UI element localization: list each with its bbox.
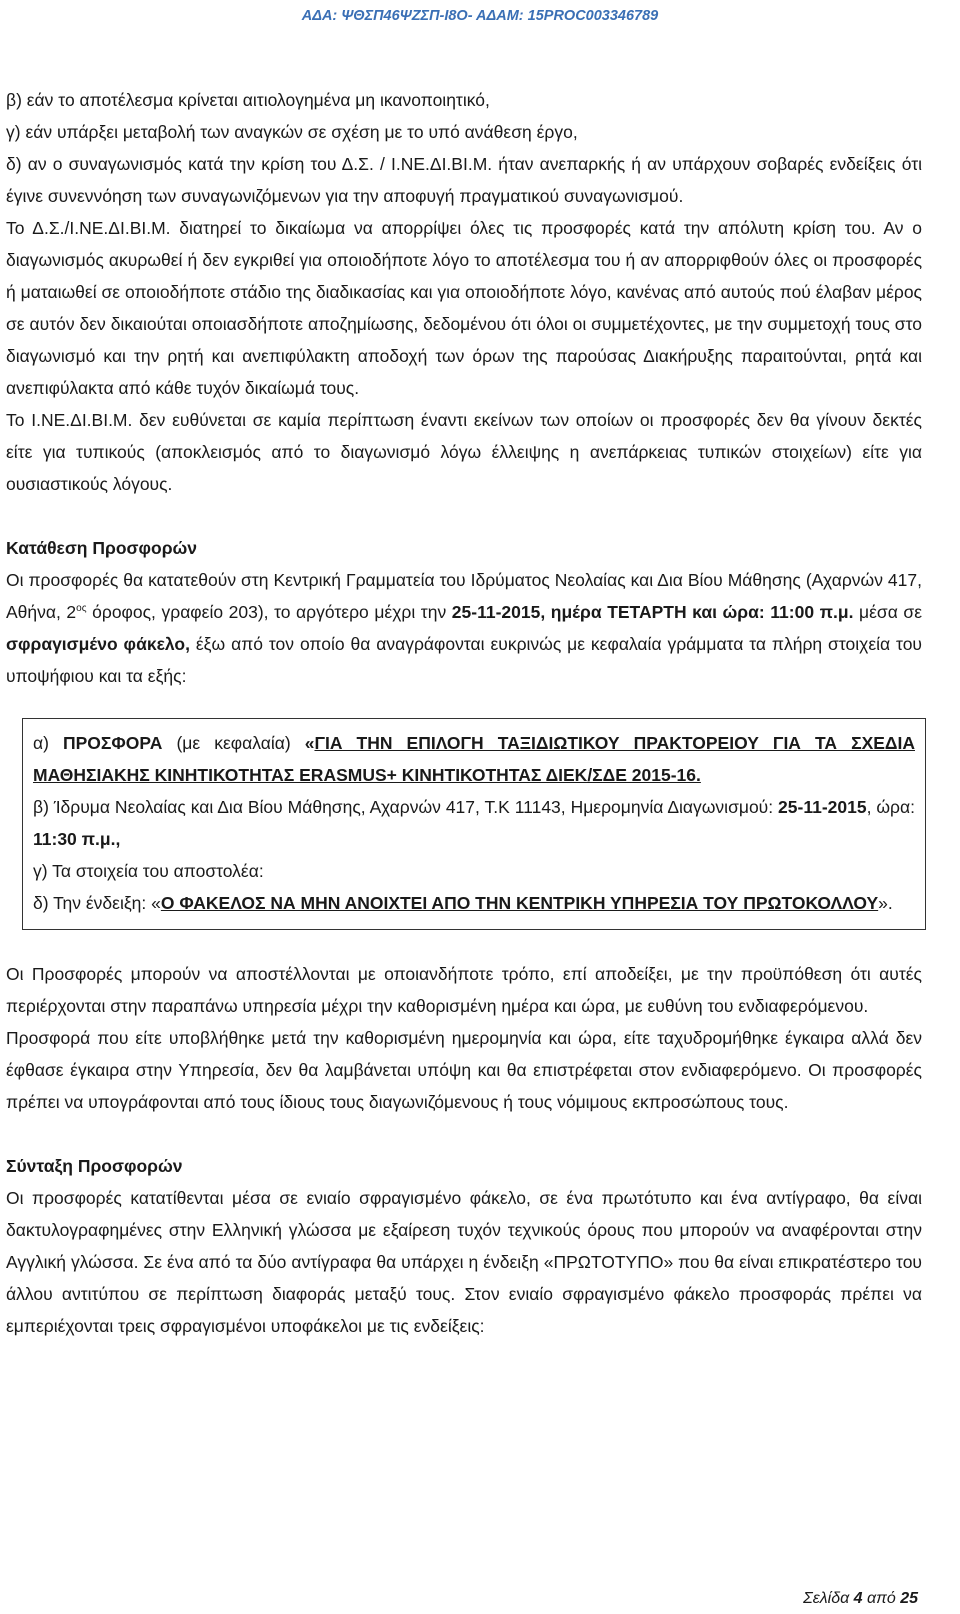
sealed-envelope-text: σφραγισμένο φάκελο,: [6, 634, 190, 654]
submission-text: μέσα σε: [853, 602, 923, 622]
caps-note: (με κεφαλαία): [162, 733, 305, 753]
box-item-d-suffix: ».: [878, 893, 893, 913]
liability-paragraph: Το Ι.ΝΕ.ΔΙ.ΒΙ.Μ. δεν ευθύνεται σε καμία περίπτωση έναντι εκείνων των οποίων οι προσφορές δεν θα γίνουν δεκτές είτε για τυπικούς (αποκλεισμός από το διαγωνισμό λόγω έλλειψης η ανεπάρκειας τυπικών στοιχείων) είτε για ουσιαστικούς λόγους.: [6, 410, 922, 494]
floor-ordinal: ος: [76, 603, 87, 615]
box-item-a-prefix: α): [33, 733, 63, 753]
delivery-paragraph-2: Προσφορά που είτε υποβλήθηκε μετά την καθορισμένη ημερομηνία και ώρα, είτε ταχυδρομήθηκε έγκαιρα αλλά δεν έφθασε έγκαιρα στην Υπηρεσία, δεν θα λαμβάνεται υπόψη και θα επιστρέφεται στον ενδιαφερόμενο. Οι προσφορές πρέπει να υπογράφονται από τους ίδιους τους διαγωνιζόμενους ή τους νόμιμους εκπροσώπους τους.: [6, 1028, 922, 1112]
submission-heading: Κατάθεση Προσφορών: [6, 538, 198, 558]
box-item-d-prefix: δ) Την ένδειξη: «: [33, 893, 161, 913]
document-body: [6, 84, 922, 1342]
box-item-b: [33, 791, 915, 855]
box-item-d: [33, 887, 915, 919]
box-item-c: γ) Τα στοιχεία του αποστολέα:: [33, 861, 264, 881]
page-current: 4: [853, 1590, 863, 1607]
condition-b: β) εάν το αποτέλεσμα κρίνεται αιτιολογημένα μη ικανοποιητικό,: [6, 90, 490, 110]
spacer: [6, 1118, 922, 1150]
competition-date: 25-11-2015: [778, 797, 867, 817]
submission-deadline: 25-11-2015, ημέρα ΤΕΤΑΡΤΗ και ώρα: 11:00 π.μ.: [451, 602, 854, 622]
tender-title: ΓΙΑ ΤΗΝ ΕΠΙΛΟΓΗ ΤΑΞΙΔΙΩΤΙΚΟΥ ΠΡΑΚΤΟΡΕΙΟΥ ΓΙΑ ΤΑ ΣΧΕΔΙΑ ΜΑΘΗΣΙΑΚΗΣ ΚΙΝΗΤΙΚΟΤΗΤΑΣ ERASMUS+ ΚΙΝΗΤΙΚΟΤΗΤΑΣ ΔΙΕΚ/ΣΔΕ 2015-16.: [33, 733, 915, 785]
condition-d: δ) αν ο συναγωνισμός κατά την κρίση του Δ.Σ. / Ι.ΝΕ.ΔΙ.ΒΙ.Μ. ήταν ανεπαρκής ή αν υπάρχουν σοβαρές ενδείξεις ότι έγινε συνεννόηση των συναγωνιζόμενων για την αποφυγή πραγματικού συναγωνισμού.: [6, 154, 922, 206]
submission-paragraph: [6, 564, 922, 692]
page-total: 25: [900, 1590, 918, 1607]
page-word: Σελίδα: [803, 1590, 854, 1607]
of-word: από: [862, 1590, 901, 1607]
box-item-b-text: β) Ίδρυμα Νεολαίας και Δια Βίου Μάθησης, Αχαρνών 417, Τ.Κ 11143, Ημερομηνία Διαγωνισμού:: [33, 797, 779, 817]
submission-text: όροφος, γραφείο 203), το αργότερο μέχρι την: [86, 602, 452, 622]
spacer: [6, 500, 922, 532]
offer-word: ΠΡΟΣΦΟΡΑ: [63, 733, 163, 753]
condition-c: γ) εάν υπάρξει μεταβολή των αναγκών σε σχέση με το υπό ανάθεση έργο,: [6, 122, 578, 142]
envelope-label-box: [22, 718, 926, 930]
composition-heading: Σύνταξη Προσφορών: [6, 1156, 183, 1176]
composition-paragraph: Οι προσφορές κατατίθενται μέσα σε ενιαίο σφραγισμένο φάκελο, σε ένα πρωτότυπο και ένα αντίγραφο, θα είναι δακτυλογραφημένες στην Ελληνική γλώσσα με εξαίρεση τυχόν τεχνικούς όρους που μπορούν να αναφέρονται στην Αγγλική γλώσσα. Σε ένα από τα δύο αντίγραφα θα υπάρχει η ένδειξη «ΠΡΩΤΟΤΥΠΟ» που θα είναι επικρατέστερο του άλλου αντιτύπου σε περίπτωση διαφοράς μεταξύ τους. Στον ενιαίο σφραγισμένο φάκελο προσφοράς πρέπει να εμπεριέχονται τρεις σφραγισμένοι υποφάκελοι με τις ενδείξεις:: [6, 1188, 922, 1336]
page-number: [803, 1590, 918, 1608]
ada-header: ΑΔΑ: ΨΘΣΠ46ΨΖΣΠ-Ι8Ο- ΑΔΑΜ: 15PROC003346789: [301, 8, 659, 24]
do-not-open-notice: Ο ΦΑΚΕΛΟΣ ΝΑ ΜΗΝ ΑΝΟΙΧΤΕΙ ΑΠΟ ΤΗΝ ΚΕΝΤΡΙΚΗ ΥΠΗΡΕΣΙΑ ΤΟΥ ΠΡΩΤΟΚΟΛΛΟΥ: [160, 893, 879, 913]
quote-open: «: [304, 733, 315, 753]
rights-paragraph: Το Δ.Σ./Ι.ΝΕ.ΔΙ.ΒΙ.Μ. διατηρεί το δικαίωμα να απορρίψει όλες τις προσφορές κατά την απόλυτη κρίση του. Αν ο διαγωνισμός ακυρωθεί ή δεν εγκριθεί για οποιοδήποτε λόγο το αποτέλεσμα του ή αν απορριφθούν όλες οι προσφορές ή ματαιωθεί σε οποιοδήποτε στάδιο της διαδικασίας και για οποιοδήποτε λόγο, κανένας από αυτούς πού έλαβαν μέρος σε αυτόν δεν δικαιούται οποιασδήποτε αποζημίωσης, δεδομένου ότι όλοι οι συμμετέχοντες, με την συμμετοχή τους στο διαγωνισμό και την ρητή και ανεπιφύλακτη αποδοχή των όρων της παρούσας Διακήρυξης παραιτούνται, ρητά και ανεπιφύλακτα από κάθε τυχόν δικαίωμά τους.: [6, 218, 922, 398]
competition-time: 11:30 π.μ.,: [33, 829, 121, 849]
box-item-a: [33, 727, 915, 791]
delivery-paragraph-1: Οι Προσφορές μπορούν να αποστέλλονται με οποιανδήποτε τρόπο, επί αποδείξει, με την προϋπόθεση ότι αυτές περιέρχονται στην παραπάνω υπηρεσία μέχρι την καθορισμένη ημέρα και ώρα, με ευθύνη του ενδιαφερόμενου.: [6, 964, 922, 1016]
time-label: , ώρα:: [866, 797, 915, 817]
submission-text: Οι προσφορές θα κατατεθούν στη Κεντρική Γραμματεία του Ιδρύματος Νεολαίας και Δια Βίου Μάθησης (Αχαρνών 417, Αθήνα, 2: [6, 570, 922, 622]
submission-text: έξω από τον οποίο θα αναγράφονται ευκρινώς με κεφαλαία γράμματα τα πλήρη στοιχεία του υποψήφιου και τα εξής:: [6, 634, 922, 686]
